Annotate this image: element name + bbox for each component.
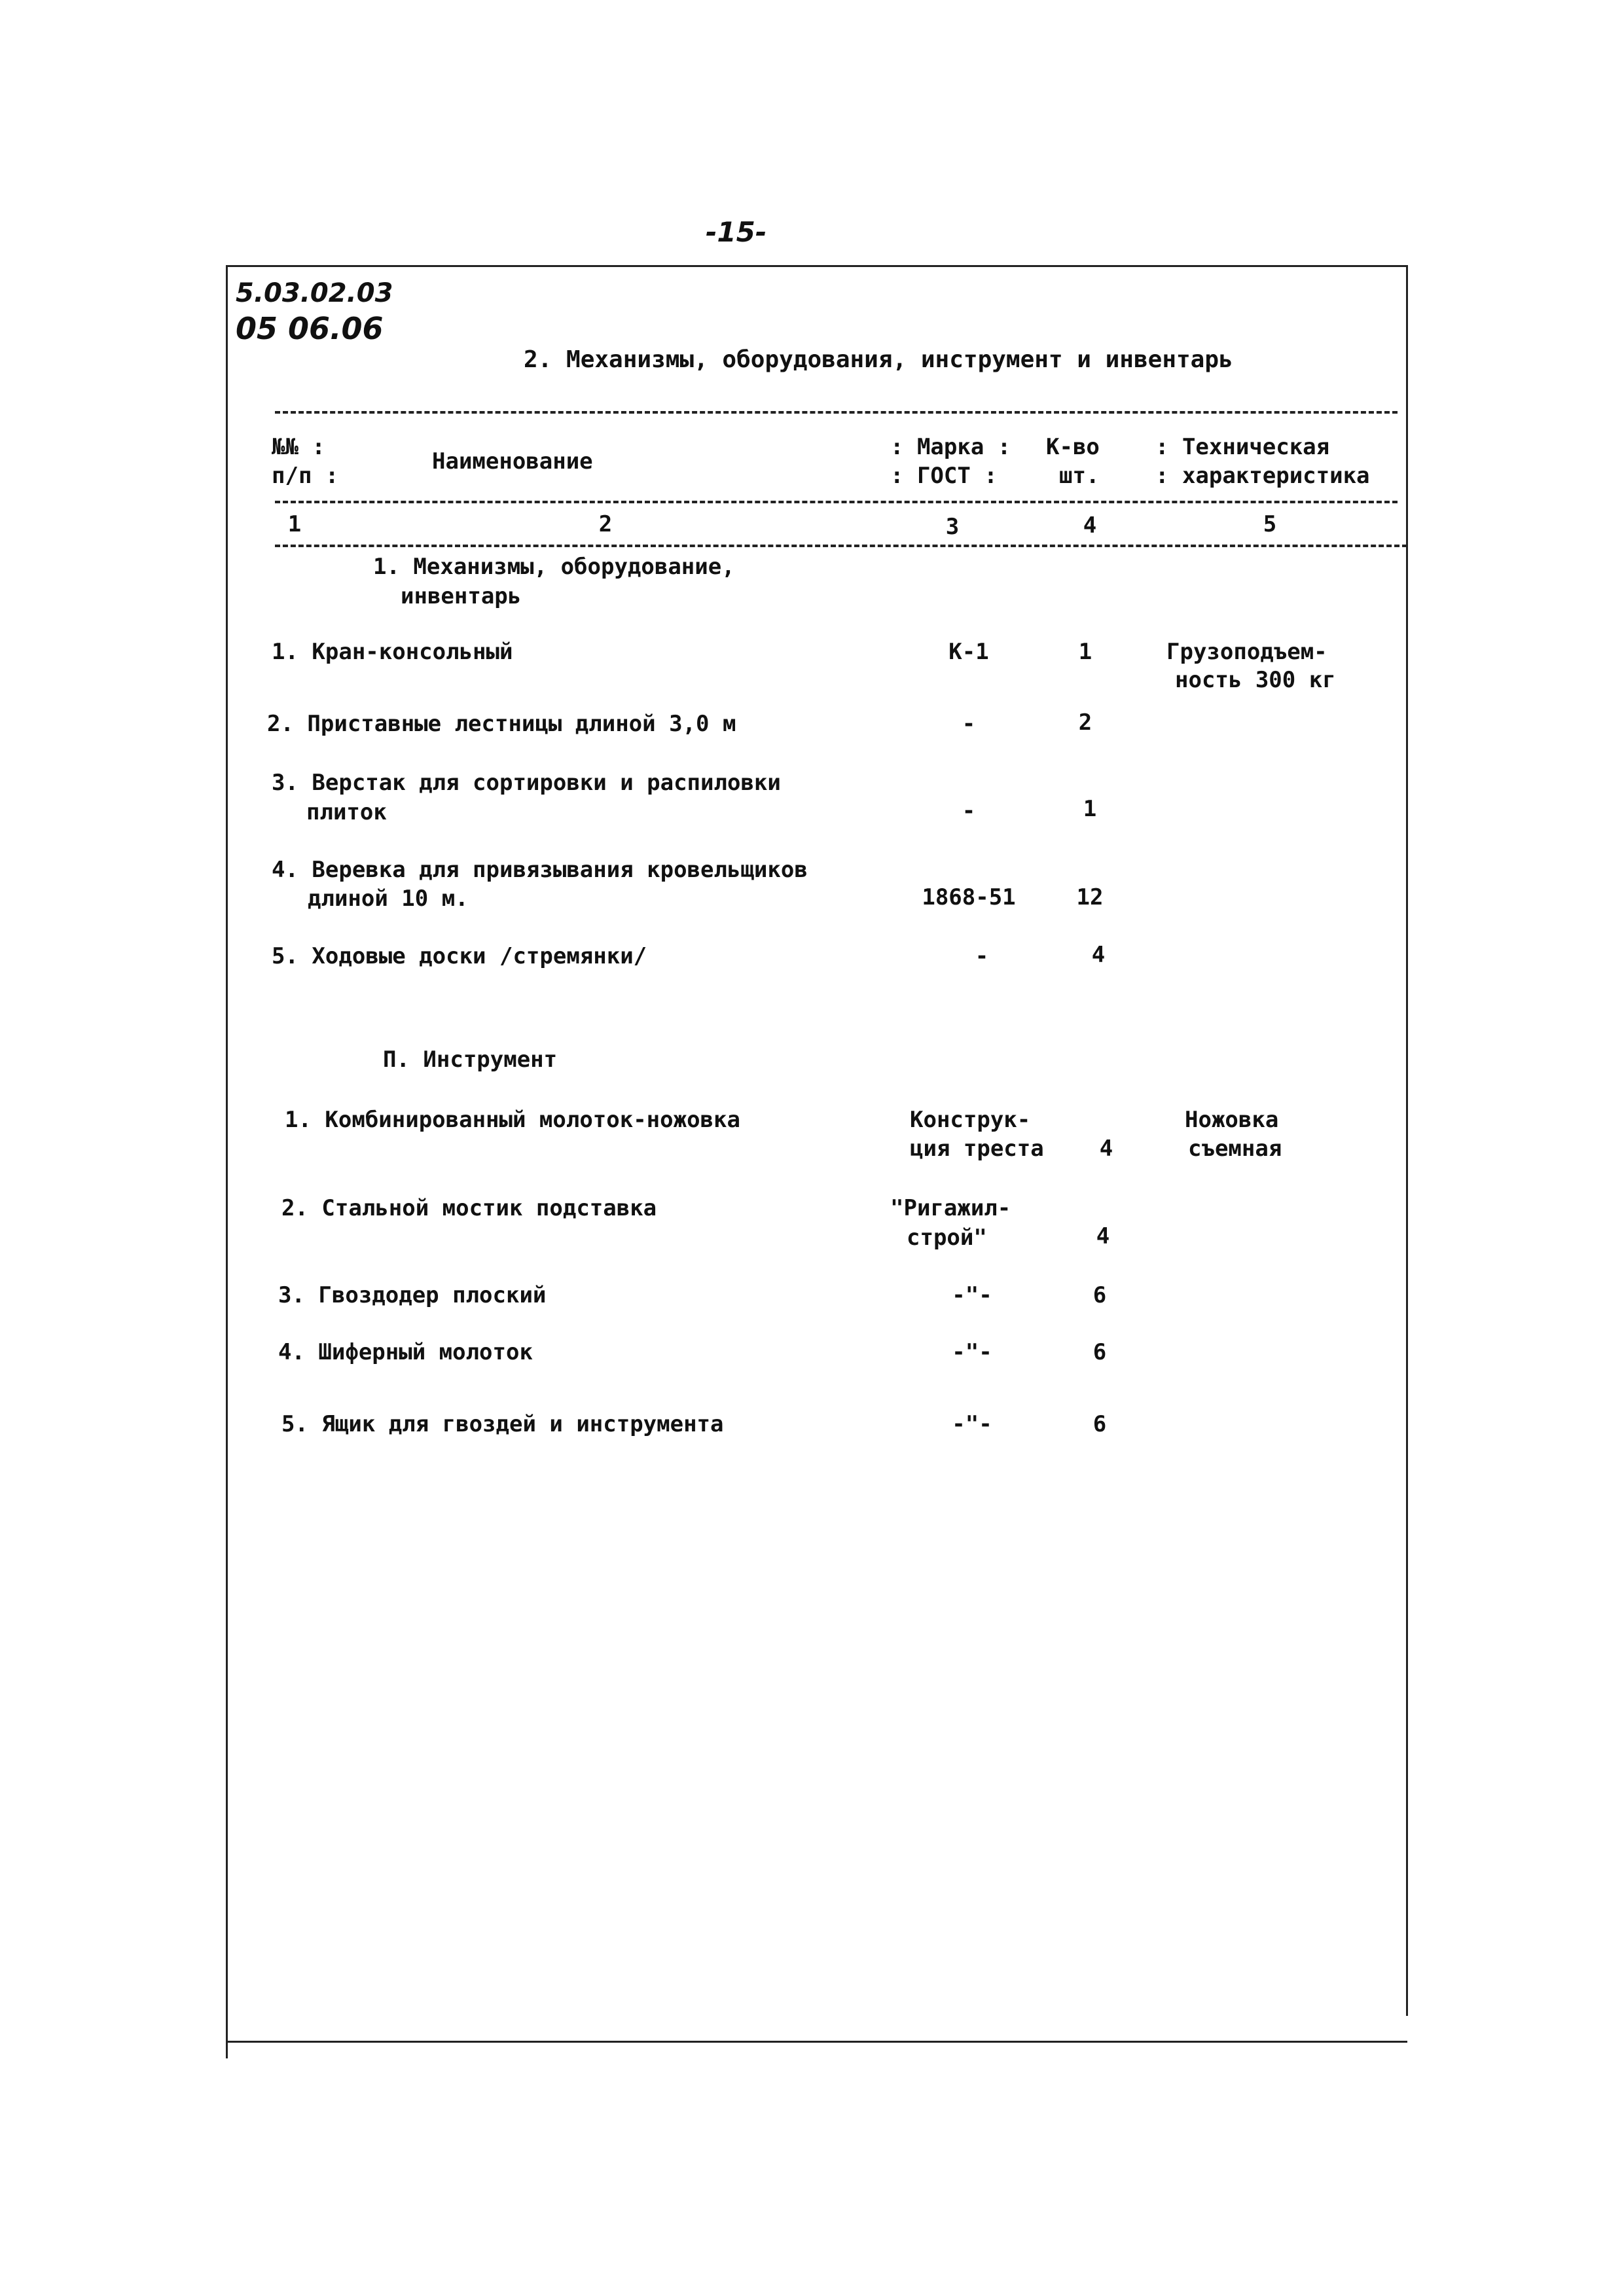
item-name: 2. Стальной мостик подставка [281,1195,657,1221]
item-mark: -"- [952,1282,992,1308]
frame-bottom [226,2041,1407,2043]
header-mark-1: : Марка : [890,434,1011,460]
frame-right [1406,265,1408,2016]
header-name: Наименование [432,448,593,475]
header-tech-1: : Техническая [1155,434,1330,460]
column-number: 2 [598,511,613,537]
document-code-1: 5.03.02.03 [236,278,393,308]
header-number-1: №№ : [272,434,325,460]
item-name: 4. Шиферный молоток [278,1339,533,1365]
subsection-heading-1-cont: инвентарь [401,583,522,609]
item-name: 4. Веревка для привязывания кровельщиков [272,857,808,883]
item-mark: - [975,943,989,969]
item-tech: Грузоподъем- [1166,639,1327,665]
item-mark: "Ригажил- [890,1195,1011,1221]
header-tech-2: : характеристика [1155,463,1370,489]
frame-left [226,265,228,2058]
item-qty: 1 [1078,639,1092,665]
header-rule-mid [275,501,1398,503]
item-mark: -"- [952,1411,992,1437]
item-name: 3. Гвоздодер плоский [278,1282,547,1308]
item-name: 2. Приставные лестницы длиной 3,0 м [267,711,736,737]
item-qty: 12 [1076,884,1104,910]
frame-top [226,265,1407,267]
column-number: 4 [1083,512,1097,539]
item-qty: 4 [1099,1136,1113,1162]
section-title: 2. Механизмы, оборудования, инструмент и инвентарь [524,346,1233,373]
item-qty: 4 [1096,1223,1110,1249]
item-mark-cont: строй" [907,1225,987,1251]
item-name: 1. Кран-консольный [272,639,513,665]
subsection-heading-1: 1. Механизмы, оборудование, [373,554,735,580]
item-mark: К-1 [948,639,989,665]
item-tech-cont: ность 300 кг [1175,667,1336,693]
header-qty-2: шт. [1059,463,1100,489]
item-tech: Ножовка [1185,1107,1279,1133]
header-rule-top [275,411,1398,414]
item-mark: - [962,711,976,737]
item-name: 1. Комбинированный молоток-ножовка [285,1107,740,1133]
item-qty: 6 [1092,1282,1107,1308]
item-qty: 6 [1092,1411,1107,1437]
column-number: 5 [1263,511,1277,537]
item-tech-cont: съемная [1188,1136,1282,1162]
item-qty: 4 [1091,942,1106,968]
item-name: 3. Верстак для сортировки и распиловки [272,770,781,796]
item-mark-cont: ция треста [910,1136,1044,1162]
item-mark: Конструк- [910,1107,1031,1133]
header-rule-bottom [275,545,1407,547]
item-name-cont: длиной 10 м. [308,886,469,912]
item-qty: 1 [1083,796,1097,822]
item-name: 5. Ходовые доски /стремянки/ [272,943,647,969]
item-qty: 2 [1078,709,1092,736]
item-mark: -"- [952,1339,992,1365]
item-name: 5. Ящик для гвоздей и инструмента [281,1411,724,1437]
item-mark: 1868-51 [922,884,1016,910]
subsection-heading-2: П. Инструмент [383,1047,558,1073]
column-number: 1 [287,511,302,537]
item-qty: 6 [1092,1339,1107,1365]
header-mark-2: : ГОСТ : [890,463,998,489]
item-mark: - [962,798,976,824]
header-qty-1: К-во [1046,434,1100,460]
page-number: -15- [706,216,767,248]
item-name-cont: плиток [306,799,387,825]
header-number-2: п/п : [272,463,339,489]
column-number: 3 [945,514,960,540]
document-code-2: 05 06.06 [236,311,384,346]
